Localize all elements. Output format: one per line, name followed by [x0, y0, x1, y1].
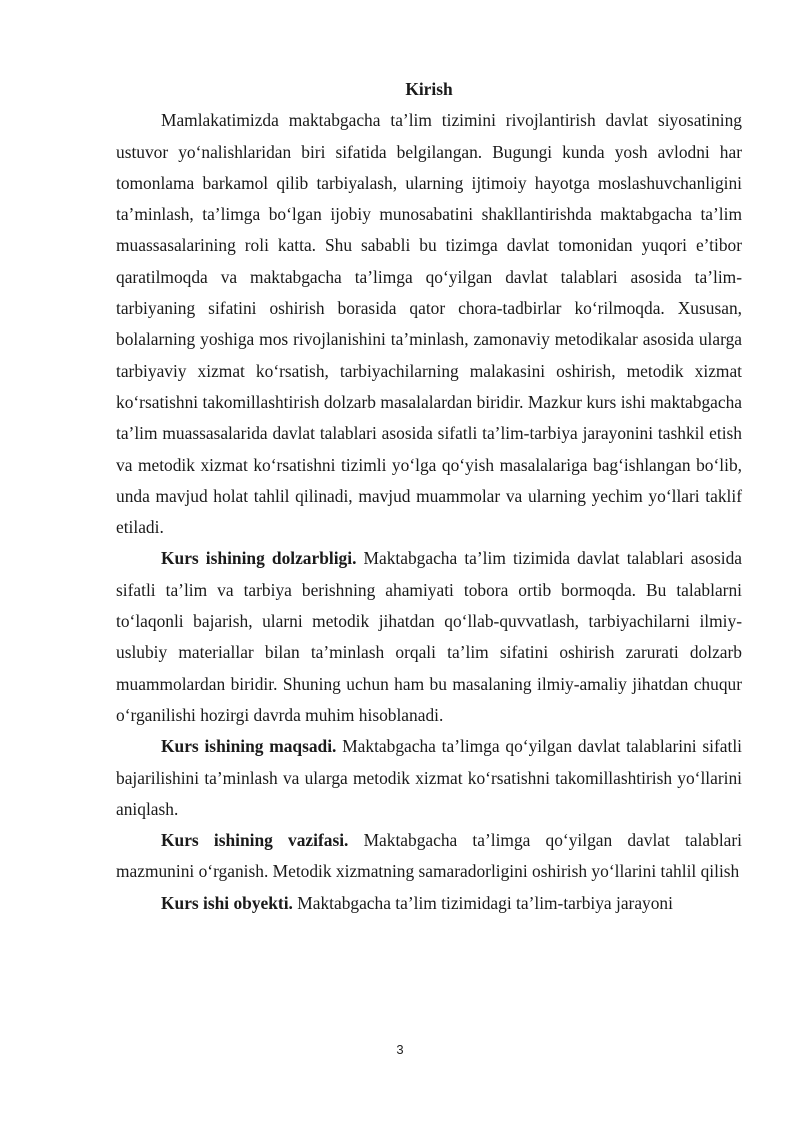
paragraph-text: Maktabgacha ta’lim tizimida davlat talablari asosida sifatli ta’lim va tarbiya berishning ahamiyati tobora ortib bormoqda. Bu talablarni to‘laqonli bajarish, ularni metodik jihatdan qo‘llab-quvvatlash, tarbiyachilarni ilmiy-uslubiy materiallar bilan ta’minlash orqali ta’lim sifatini oshirish zarurati dolzarb muammolardan biridir. Shuning uchun ham bu masalaning ilmiy-amaliy jihatdan chuqur o‘rganilishi hozirgi davrda muhim hisoblanadi. — [116, 548, 742, 725]
page-number: 3 — [396, 1042, 404, 1057]
intro-paragraph — [116, 105, 742, 543]
object-paragraph — [116, 888, 742, 919]
relevance-paragraph — [116, 543, 742, 731]
paragraph-text: Maktabgacha ta’limga qo‘yilgan davlat talablari mazmunini o‘rganish. Metodik xizmatning samaradorligini oshirish yo‘llarini tahlil qilish — [116, 830, 742, 882]
page-content — [116, 74, 742, 919]
paragraph-lead: Kurs ishi obyekti. — [161, 892, 293, 913]
paragraph-lead: Kurs ishining dolzarbligi. — [161, 548, 357, 569]
paragraph-lead: Kurs ishining maqsadi. — [161, 736, 337, 757]
page-title: Kirish — [405, 79, 453, 99]
tasks-paragraph — [116, 825, 742, 888]
paragraph-text: Maktabgacha ta’lim tizimidagi ta’lim-tarbiya jarayoni — [292, 892, 673, 913]
goal-paragraph — [116, 731, 742, 825]
paragraph-lead: Kurs ishining vazifasi. — [161, 830, 349, 851]
paragraph-text: Maktabgacha ta’limga qo‘yilgan davlat talablarini sifatli bajarilishini ta’minlash va ularga metodik xizmat ko‘rsatishni takomillashtirish yo‘llarini aniqlash. — [116, 736, 742, 819]
paragraph-text: Mamlakatimizda maktabgacha ta’lim tizimini rivojlantirish davlat siyosatining ustuvor yo‘nalishlaridan biri sifatida belgilangan. Bugungi kunda yosh avlodni har tomonlama barkamol qilib tarbiyalash, ularning ijtimoiy hayotga moslashuvchanligini ta’minlash, ta’limga bo‘lgan ijobiy munosabatini shakllantirishda maktabgacha ta’lim muassasalarining roli katta. Shu sababli bu tizimga davlat tomonidan yuqori e’tibor qaratilmoqda va maktabgacha ta’limga qo‘yilgan davlat talablari asosida ta’lim-tarbiyaning sifatini oshirish borasida qator chora-tadbirlar ko‘rilmoqda. Xususan, bolalarning yoshiga mos rivojlanishini ta’minlash, zamonaviy metodikalar asosida ularga tarbiyaviy xizmat ko‘rsatish, tarbiyachilarning malakasini oshirish, metodik xizmat ko‘rsatishni takomillashtirish dolzarb masalalardan biridir. Mazkur kurs ishi maktabgacha ta’lim muassasalarida davlat talablari asosida sifatli ta’lim-tarbiya jarayonini tashkil etish va metodik xizmat ko‘rsatishni tizimli yo‘lga qo‘yish masalalariga bag‘ishlangan bo‘lib, unda mavjud holat tahlil qilinadi, mavjud muammolar va ularning yechim yo‘llari taklif etiladi. — [116, 110, 742, 538]
